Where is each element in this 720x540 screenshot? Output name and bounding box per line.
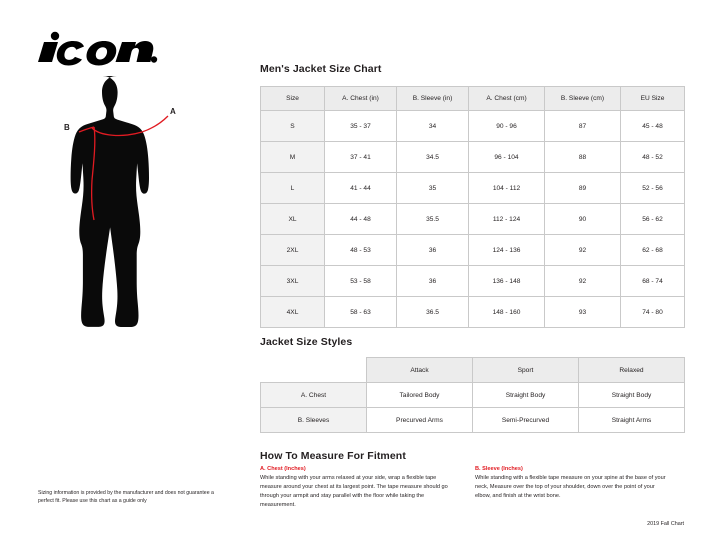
cell-sleeve-in: 35.5: [397, 204, 469, 235]
cell-chest-cm: 148 - 160: [469, 297, 545, 328]
table-row: [261, 297, 685, 328]
cell-size: 3XL: [261, 266, 325, 297]
col-header-size: Size: [261, 87, 325, 111]
cell-sleeve-cm: 89: [545, 173, 621, 204]
cell-size: 2XL: [261, 235, 325, 266]
cell-chest-cm: 136 - 148: [469, 266, 545, 297]
cell-eu-size: 48 - 52: [621, 142, 685, 173]
styles-cell-relaxed-sleeves: Straight Arms: [579, 408, 685, 433]
cell-chest-cm: 90 - 96: [469, 111, 545, 142]
styles-cell-relaxed-chest: Straight Body: [579, 383, 685, 408]
cell-sleeve-in: 36: [397, 266, 469, 297]
cell-eu-size: 45 - 48: [621, 111, 685, 142]
cell-size: L: [261, 173, 325, 204]
cell-sleeve-cm: 88: [545, 142, 621, 173]
cell-chest-in: 35 - 37: [325, 111, 397, 142]
col-header-eu-size: EU Size: [621, 87, 685, 111]
right-panel: [260, 0, 684, 540]
table-row: [261, 266, 685, 297]
size-chart-table: [260, 86, 685, 328]
body-measurement-figure: [22, 70, 237, 405]
cell-sleeve-in: 34: [397, 111, 469, 142]
table-row: [261, 235, 685, 266]
cell-sleeve-in: 35: [397, 173, 469, 204]
page-title: Men's Jacket Size Chart: [260, 63, 382, 75]
measure-body-chest: While standing with your arms relaxed at your side, wrap a flexible tape measure around your chest at its largest point. The tape measure should go through your armpit and stay parallel with the floor while taking the measurement.: [260, 475, 448, 509]
cell-chest-in: 58 - 63: [325, 297, 397, 328]
cell-size: S: [261, 111, 325, 142]
styles-cell-sport-sleeves: Semi-Precurved: [473, 408, 579, 433]
cell-chest-cm: 112 - 124: [469, 204, 545, 235]
table-row: [261, 142, 685, 173]
col-header-chest-cm: A. Chest (cm): [469, 87, 545, 111]
cell-sleeve-cm: 92: [545, 235, 621, 266]
cell-eu-size: 62 - 68: [621, 235, 685, 266]
table-row: [261, 204, 685, 235]
disclaimer-text: Sizing information is provided by the manufacturer and does not guarantee a perfect fit. Please use this chart as a guide only: [38, 490, 214, 505]
table-header-row: [261, 87, 685, 111]
measure-column-sleeve: [475, 466, 672, 510]
styles-row-label-sleeves: B. Sleeves: [261, 408, 367, 433]
figure-label-b: B: [64, 123, 70, 132]
cell-sleeve-in: 34.5: [397, 142, 469, 173]
cell-size: XL: [261, 204, 325, 235]
cell-chest-cm: 96 - 104: [469, 142, 545, 173]
table-row: [261, 111, 685, 142]
cell-chest-in: 37 - 41: [325, 142, 397, 173]
measure-column-chest: [260, 466, 457, 510]
cell-chest-in: 48 - 53: [325, 235, 397, 266]
how-to-measure-title: How To Measure For Fitment: [260, 450, 406, 462]
cell-chest-in: 53 - 58: [325, 266, 397, 297]
cell-eu-size: 68 - 74: [621, 266, 685, 297]
cell-size: M: [261, 142, 325, 173]
table-row: [261, 173, 685, 204]
how-to-measure-columns: [260, 466, 684, 510]
styles-header-row: [261, 358, 685, 383]
cell-sleeve-cm: 93: [545, 297, 621, 328]
icon-logo: [38, 30, 158, 66]
cell-chest-in: 44 - 48: [325, 204, 397, 235]
styles-col-sport: Sport: [473, 358, 579, 383]
cell-sleeve-cm: 90: [545, 204, 621, 235]
footer-note: 2019 Fall Chart: [647, 521, 684, 527]
styles-row: [261, 408, 685, 433]
cell-sleeve-cm: 92: [545, 266, 621, 297]
col-header-chest-in: A. Chest (in): [325, 87, 397, 111]
styles-col-relaxed: Relaxed: [579, 358, 685, 383]
styles-cell-sport-chest: Straight Body: [473, 383, 579, 408]
cell-eu-size: 52 - 56: [621, 173, 685, 204]
cell-size: 4XL: [261, 297, 325, 328]
styles-cell-attack-sleeves: Precurved Arms: [367, 408, 473, 433]
cell-sleeve-in: 36.5: [397, 297, 469, 328]
styles-corner-cell: [261, 358, 367, 383]
cell-sleeve-in: 36: [397, 235, 469, 266]
measure-heading-sleeve: B. Sleeve (Inches): [475, 466, 523, 472]
cell-eu-size: 56 - 62: [621, 204, 685, 235]
measure-body-sleeve: While standing with a flexible tape measure on your spine at the base of your neck, Measure over the top of your shoulder, down over the point of your elbow, and finish at the wrist bone.: [475, 475, 666, 500]
col-header-sleeve-in: B. Sleeve (in): [397, 87, 469, 111]
cell-chest-cm: 124 - 136: [469, 235, 545, 266]
cell-chest-in: 41 - 44: [325, 173, 397, 204]
left-panel: [0, 0, 248, 540]
cell-sleeve-cm: 87: [545, 111, 621, 142]
styles-row: [261, 383, 685, 408]
measure-heading-chest: A. Chest (Inches): [260, 466, 306, 472]
styles-col-attack: Attack: [367, 358, 473, 383]
styles-title: Jacket Size Styles: [260, 336, 353, 348]
styles-row-label-chest: A. Chest: [261, 383, 367, 408]
col-header-sleeve-cm: B. Sleeve (cm): [545, 87, 621, 111]
cell-eu-size: 74 - 80: [621, 297, 685, 328]
figure-label-a: A: [170, 107, 176, 116]
jacket-size-styles-table: [260, 357, 685, 433]
styles-cell-attack-chest: Tailored Body: [367, 383, 473, 408]
cell-chest-cm: 104 - 112: [469, 173, 545, 204]
